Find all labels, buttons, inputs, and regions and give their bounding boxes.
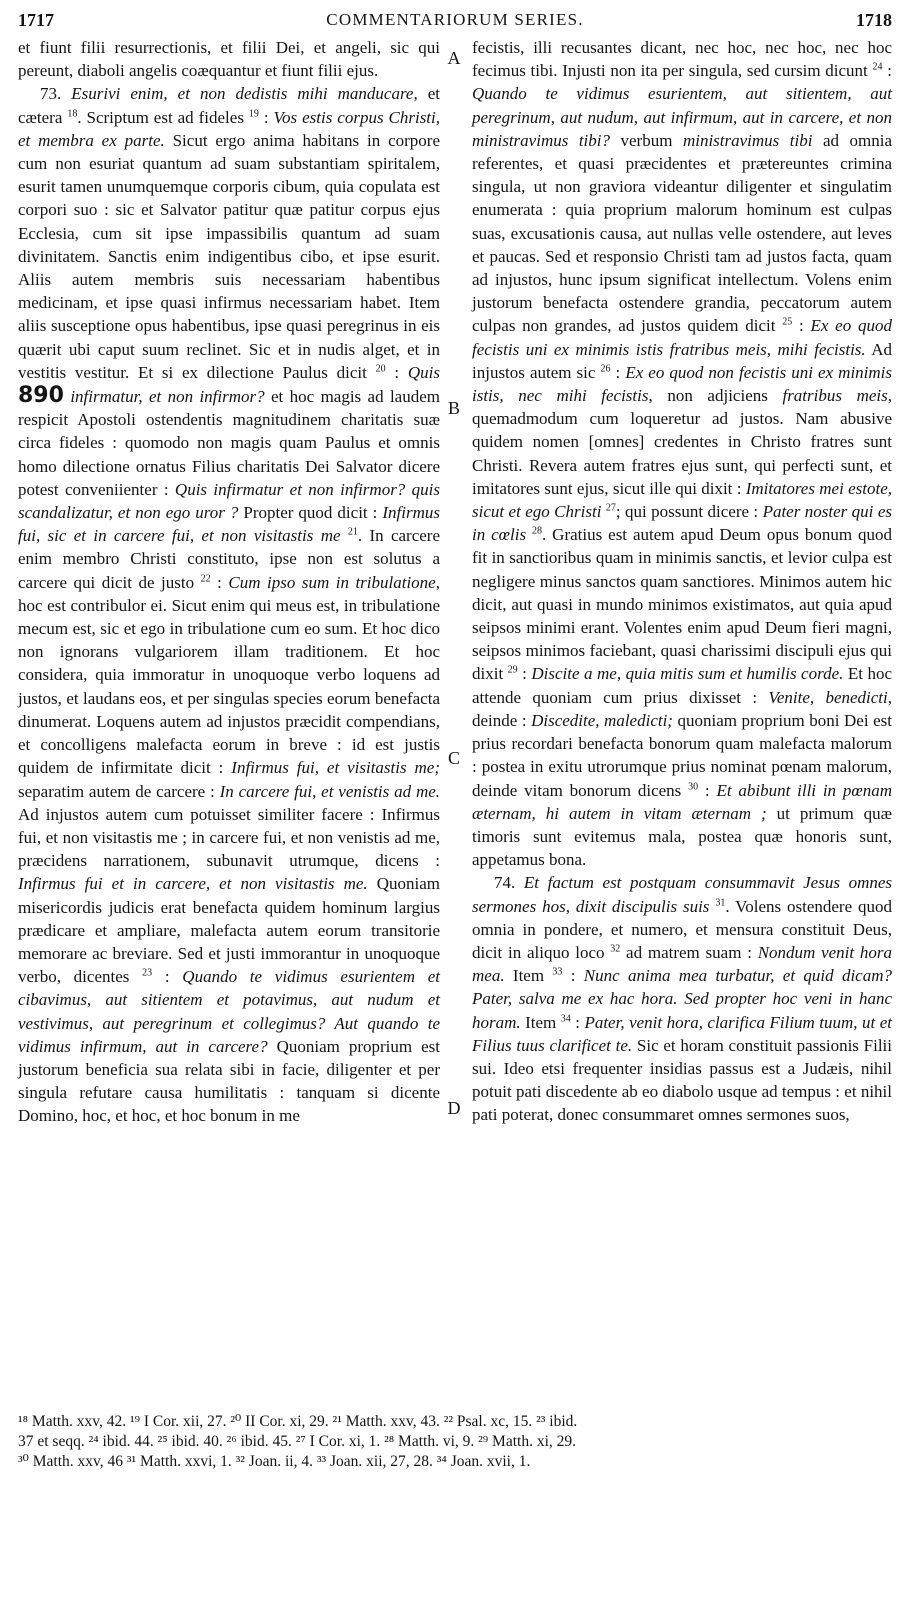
page-number-left: 1717: [18, 10, 54, 30]
margin-mark-a: A: [447, 48, 461, 68]
page-number-right: 1718: [856, 10, 892, 30]
paragraph: 73. Esurivi enim, et non dedistis mihi manducare, et cætera $^{18}$. Scriptum est ad fideles $^{19}$ : Vos estis corpus Christi, et membra ex parte. Sicut ergo anima habitans in corpore cum non esuriat quantum ad suam substantiam spiritalem, esurit tamen unumquemque corporis cibum, quia copulata est corpori suo : sic et Salvator patitur quæ patitur corpus ejus Ecclesia, cum sit ipse impassibilis quantum ad suam divinitatem. Sanctis enim indigentibus cibo, et ipse esurit. Aliis autem membris suis necessariam habentibus medicinam, et ipse quasi infirmus necessariam habet. Item aliis susceptione opus habentibus, ipse quasi peregrinus in eis quærit ubi caput suum reclinet. Sic et in nudis alget, et in vestitis vestitur. Et si ex dilectione Paulus dicit $^{20}$ : Quis 890 infirmatur, et non infirmor? et hoc magis ad laudem respicit Apostoli ostendentis magnitudinem charitatis suæ circa fideles : quomodo non magis quam Paulus et omnis homo dilectione ornatus Filius charitatis Dei Salvator dicere potest conveniienter : Quis infirmatur et non infirmor? quis scandalizatur, et non ego uror ? Propter quod dicit : Infirmus fui, sic et in carcere fui, et non visitastis me $^{21}$. In carcere enim membro Christi constituto, ipse non est solutus a carcere qui dicit de justo $^{22}$ : Cum ipso sum in tribulatione, hoc est contribulor ei. Sicut enim qui meus est, in tribulatione mecum est, sic et ego in tribulatione cum eo sum. Et hoc dico non ignorans vulgariorem illam traditionem. Et hoc considera, quia immoratur in unoquoque verbo loquens ad justos, et laudans eos, et per singulas species eorum benefacta dinumerat. Loquens autem ad injustos præcidit compendians, et concolligens malefacta eorum in breve : id est justis quidem de infirmitate dicit : Infirmus fui, et visitastis me; separatim autem de carcere : In carcere fui, et venistis ad me. Ad injustos autem cum potuisset similiter facere : Infirmus fui, et non visitastis me ; in carcere fui, et non venistis ad me, præcidens narrationem, subunavit utrumque, dicens : Infirmus fui et in carcere, et non visitastis me. Quoniam misericordis judicis erat benefacta quidem hominum largius prædicare et ampliare, malefacta autem eorum transitorie memorare ac breviare. Sed et justi immorantur in unoquoque verbo, dicentes $^{23}$ : Quando te vidimus esurientem et cibavimus, aut sitientem et potavimus, aut nudum et vestivimus, aut peregrinum et collegimus? Aut quando te vidimus infirmum, aut in carcere? Quoniam proprium est justorum beneficia sua relata sibi in facie, diligenter et per singula refutare causa humilitatis : tanquam si dicente Domino, hoc, et hoc, et hoc bonum in me: [18, 84, 441, 1126]
footnote-line: ³⁰ Matth. xxv, 46 ³¹ Matth. xxvi, 1. ³² Joan. ii, 4. ³³ Joan. xii, 27, 28. ³⁴ Joan. xvii, 1.: [18, 1453, 531, 1470]
inline-page-number: 890: [18, 383, 64, 409]
footnotes: [18, 1412, 892, 1472]
left-column: [18, 36, 440, 1128]
paragraph: et fiunt filii resurrectionis, et filii Dei, et angeli, sic qui pereunt, diaboli angelis coæquantur et fiunt filii ejus.: [18, 38, 440, 81]
margin-mark-d: D: [447, 1098, 461, 1118]
paragraph: fecistis, illi recusantes dicant, nec hoc, nec hoc, nec hoc fecimus tibi. Injusti non ita per singula, sed cursim dicunt $^{24}$ : Quando te vidimus esurientem, aut sitientem, aut peregrinum, aut nudum, aut infirmum, aut in carcere, et non ministravimus tibi? verbum ministravimus tibi ad omnia referentes, et quasi præcidentes et prætereuntes crimina singula, ut non graviora videantur diligenter et singulatim enumerata : quia proprium malorum hominum est culpas suas, excusationis causa, aut nullas velle ostendere, aut leves et paucas. Sed et responsio Christi tam ad justos facta, quam ad injustos, hunc ipsum significat intellectum. Volens enim justorum benefacta ostendere grandia, peccatorum autem culpas non grandes, ad justos quidem dicit $^{25}$ : Ex eo quod fecistis uni ex minimis istis fratribus meis, mihi fecistis. Ad injustos autem sic $^{26}$ : Ex eo quod non fecistis uni ex minimis istis, nec mihi fecistis, non adjiciens fratribus meis, quemadmodum cum loqueretur ad justos. Nam abusive quidem nomen [omnes] credentes in Christo fratres sunt Christi. Revera autem fratres ejus sunt, qui perfecti sunt, et imitatores sunt ejus, sicut ille qui dixit : Imitatores mei estote, sicut et ego Christi $^{27}$; qui possunt dicere : Pater noster qui es in cœlis $^{28}$. Gratius est autem apud Deum opus bonum quod fit in sanctioribus quam in minimis sanctis, et levior culpa est negligere minus sanctos quam sanctiores. Minimos autem hic dicit, aut quasi in mundo minimos existimatos, aut quia apud seipsos minimi erant. Volentes enim apud Deum fieri magni, seipsos minimos faciebant, quasi charissimi discipuli ejus qui dixit $^{29}$ : Discite a me, quia mitis sum et humilis corde. Et hoc attende quoniam cum prius dixisset : Venite, benedicti, deinde : Discedite, maledicti; quoniam proprium boni Dei est prius recordari benefacta bonorum quam malefacta malorum : postea in exitu utrorumque prius nominat pœnam malorum, deinde vitam bonorum dicens $^{30}$ : Et abibunt illi in pœnam æternam, hi autem in vitam æternam ; ut primum quæ timoris sunt evitemus mala, postea quæ honoris sunt, appetamus bona.: [472, 38, 893, 870]
margin-mark-c: C: [447, 748, 460, 768]
margin-mark-b: B: [447, 398, 460, 418]
running-title: COMMENTARIORUM SERIES.: [326, 10, 584, 29]
footnote-line: 37 et seqq. ²⁴ ibid. 44. ²⁵ ibid. 40. ²⁶ ibid. 45. ²⁷ I Cor. xi, 1. ²⁸ Matth. vi, 9. ²⁹ Matth. xi, 29.: [18, 1433, 577, 1450]
footnote-line: ¹⁸ Matth. xxv, 42. ¹⁹ I Cor. xii, 27. ²⁰ II Cor. xi, 29. ²¹ Matth. xxv, 43. ²² Psal. xc, 15. ²³ ibid.: [18, 1413, 578, 1430]
paragraph: 74. Et factum est postquam consummavit Jesus omnes sermones hos, dixit discipulis suis $^{31}$. Volens ostendere quod omnia in pondere, et numero, et mensura constituit Deus, dicit in aliquo loco $^{32}$ ad matrem suam : Nondum venit hora mea. Item $^{33}$ : Nunc anima mea turbatur, et quid dicam? Pater, salva me ex hac hora. Sed propter hoc veni in hanc horam. Item $^{34}$ : Pater, venit hora, clarifica Filium tuum, ut et Filius tuus clarificet te. Sic et horam constituit passionis Filii sui. Ideo etsi frequenter insidias passus est a Judæis, nihil potuit pati discedente ab eo diabolo usque ad tempus : et nihil pati poterat, donec consummaret omnes sermones suos,: [472, 873, 893, 1125]
page-header: [18, 10, 892, 34]
right-column: [472, 36, 892, 1127]
